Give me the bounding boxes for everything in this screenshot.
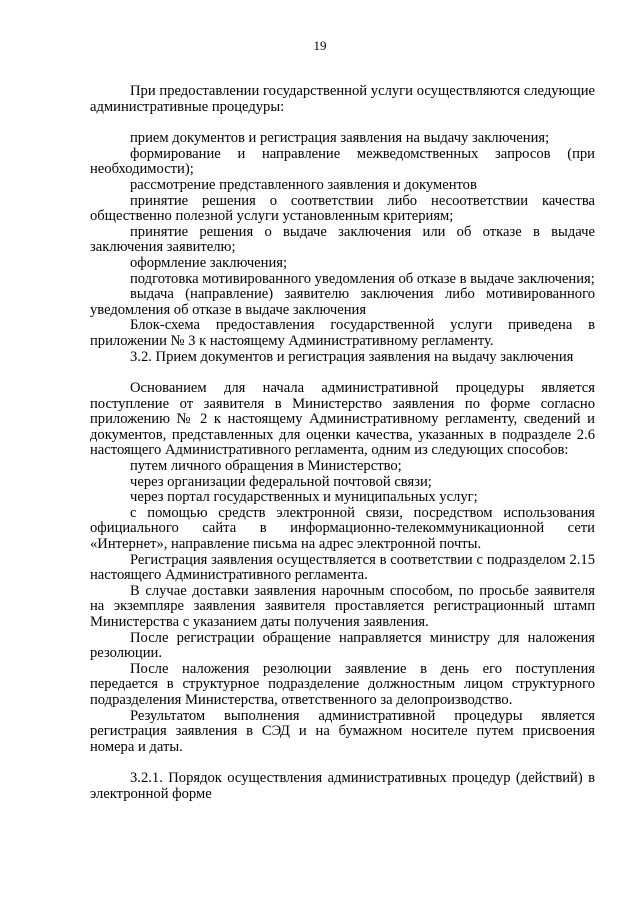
page-number: 19 (313, 38, 327, 53)
list-item-method: с помощью средств электронной связи, посредством использования официального сайта в информационно-телекоммуникационной сети «Интернет», направление письма на адрес электронной почты. (90, 504, 595, 553)
section-heading-3-2: 3.2. Прием документов и регистрация заявления на выдачу заключения (130, 348, 574, 365)
list-item-procedure: принятие решения о соответствии либо несоответствии качества общественно полезной услуги установленным критериям; (90, 192, 595, 225)
section-heading-3-2-1: 3.2.1. Порядок осуществления административных процедур (действий) в электронной форме (90, 770, 595, 802)
paragraph-basis: Основанием для начала административной процедуры является поступление от заявителя в Министерство заявления по форме согласно приложению № 2 к настоящему Административному регламенту, сведений и документов, представленных для оценки качества, указанных в подразделе 2.6 настоящего Административного регламента, одним из следующих способов: (90, 380, 595, 459)
list-item-method: через организации федеральной почтовой связи; (130, 473, 432, 490)
list-item-method: путем личного обращения в Министерство; (130, 458, 402, 475)
list-item-method: через портал государственных и муниципальных услуг; (130, 489, 478, 506)
paragraph-courier-delivery: В случае доставки заявления нарочным способом, по просьбе заявителя на экземпляре заявления заявителя проставляется регистрационный штамп Министерства с указанием даты получения заявления. (90, 582, 595, 630)
list-item-procedure: подготовка мотивированного уведомления об отказе в выдаче заключения; (130, 270, 595, 287)
list-item-procedure: принятие решения о выдаче заключения или об отказе в выдаче заключения заявителю; (90, 223, 595, 256)
list-item-procedure: прием документов и регистрация заявления на выдачу заключения; (130, 130, 550, 147)
list-item-procedure: оформление заключения; (130, 254, 288, 271)
paragraph-transfer: После наложения резолюции заявление в день его поступления передается в структурное подразделение должностным лицом структурного подразделения Министерства, ответственного за делопроизводство. (90, 660, 595, 708)
list-item-procedure: выдача (направление) заявителю заключения либо мотивированного уведомления об отказе в выдаче заключения (90, 286, 595, 318)
document-body (90, 84, 595, 803)
paragraph-resolution: После регистрации обращение направляется министру для наложения резолюции. (90, 629, 595, 662)
list-item-procedure: формирование и направление межведомственных запросов (при необходимости); (90, 145, 595, 178)
paragraph-block-scheme: Блок-схема предоставления государственной услуги приведена в приложении № 3 к настоящему Административному регламенту. (90, 317, 595, 349)
paragraph-registration: Регистрация заявления осуществляется в соответствии с подразделом 2.15 настоящего Административного регламента. (90, 551, 595, 584)
paragraph-result: Результатом выполнения административной процедуры является регистрация заявления в СЭД и на бумажном носителе путем присвоения номера и даты. (90, 707, 595, 755)
paragraph-intro: При предоставлении государственной услуги осуществляются следующие административные процедуры: (90, 83, 595, 115)
list-item-procedure: рассмотрение представленного заявления и документов (130, 176, 477, 193)
